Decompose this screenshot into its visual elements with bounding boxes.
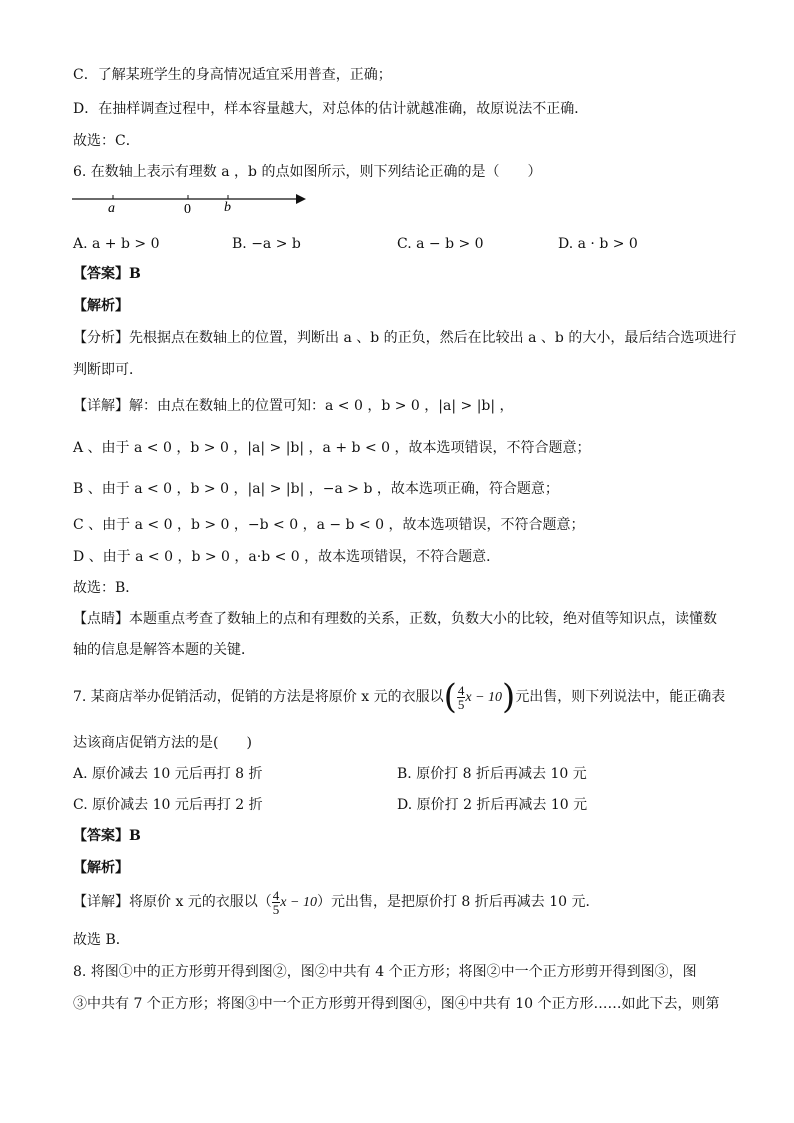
fenxi-line-2: 判断即可． — [73, 362, 143, 378]
fraction-2-rest: x − 10 — [280, 895, 317, 910]
analysis-7: 【解析】 — [73, 860, 129, 876]
option-d-previous: D．在抽样调查过程中，样本容量越大，对总体的估计就越准确，故原说法不正确． — [73, 101, 589, 117]
q7-text-pre: 7. 某商店举办促销活动，促销的方法是将原价 x 元的衣服以 — [73, 689, 444, 705]
q6-option-c: C. a − b > 0 — [397, 236, 484, 252]
fraction: $\frac{4}{5}$ — [457, 682, 465, 712]
fraction-2: $\frac{4}{5}$ — [272, 887, 280, 917]
explain-c: C 、由于 a < 0 ，b > 0 ，−b < 0 ，a − b < 0 ，故本选项错误，不符合题意； — [73, 517, 585, 533]
fraction-rest: x − 10 — [465, 690, 503, 705]
fenxi-line-1: 【分析】先根据点在数轴上的位置，判断出 a 、b 的正负，然后在比较出 a 、b 的大小，最后结合选项进行 — [73, 330, 737, 346]
q6-option-d: D. a · b > 0 — [558, 236, 638, 252]
number-line — [70, 188, 310, 216]
choose-b-6: 故选：B． — [73, 580, 140, 596]
number-line-label-zero: 0 — [184, 202, 191, 216]
xiangjie-7 — [73, 885, 600, 919]
q7-option-b: B. 原价打 8 折后再减去 10 元 — [397, 766, 587, 782]
question-8-line-1: 8. 将图①中的正方形剪开得到图②，图②中共有 4 个正方形；将图②中一个正方形剪开得到图③，图 — [73, 964, 697, 980]
choose-b-7: 故选 B． — [73, 932, 130, 948]
explain-d: D 、由于 a < 0 ，b > 0 ，a·b < 0 ，故本选项错误，不符合题意． — [73, 549, 501, 565]
question-7-line-1: 7. 某商店举办促销活动，促销的方法是将原价 x 元的衣服以( $\frac{4}{5}$ x − 10)元出售，则下列说法中，能正确表 — [73, 677, 726, 717]
explain-a: A 、由于 a < 0 ，b > 0 ，|a| > |b| ，a + b < 0 ，故本选项错误，不符合题意； — [73, 440, 591, 456]
option-c-previous: C．了解某班学生的身高情况适宜采用普查，正确； — [73, 67, 392, 83]
number-line-label-b: b — [224, 200, 231, 215]
explain-b: B 、由于 a < 0 ，b > 0 ，|a| > |b| ，−a > b ，故本选项正确，符合题意； — [73, 481, 559, 497]
arrow-right-icon — [296, 194, 306, 204]
choose-c: 故选：C． — [73, 133, 140, 149]
xiangjie7-post: ）元出售，是把原价打 8 折后再减去 10 元． — [316, 894, 600, 910]
q6-option-b: B. −a > b — [232, 236, 301, 252]
dianjing-line-1: 【点睛】本题重点考查了数轴上的点和有理数的关系，正数，负数大小的比较，绝对值等知识点，读懂数 — [73, 611, 717, 627]
question-6: 6. 在数轴上表示有理数 a ，b 的点如图所示，则下列结论正确的是（ ） — [73, 164, 542, 180]
q7-option-d: D. 原价打 2 折后再减去 10 元 — [397, 797, 588, 813]
answer-7: 【答案】B — [73, 828, 141, 844]
answer-6: 【答案】B — [73, 266, 141, 282]
dianjing-line-2: 轴的信息是解答本题的关键． — [73, 642, 255, 658]
question-7-line-2: 达该商店促销方法的是( ) — [73, 735, 252, 751]
xiangjie-6: 【详解】解：由点在数轴上的位置可知：a < 0 ，b > 0 ，|a| > |b| ， — [73, 398, 514, 414]
q7-text-post: 元出售，则下列说法中，能正确表 — [515, 689, 726, 705]
question-8-line-2: ③中共有 7 个正方形；将图③中一个正方形剪开得到图④，图④中共有 10 个正方形……如此下去，则第 — [73, 996, 720, 1012]
number-line-label-a: a — [108, 201, 115, 216]
analysis-6: 【解析】 — [73, 298, 129, 314]
q6-option-a: A. a + b > 0 — [73, 236, 160, 252]
q7-option-c: C. 原价减去 10 元后再打 2 折 — [73, 797, 263, 813]
q7-option-a: A. 原价减去 10 元后再打 8 折 — [73, 766, 263, 782]
xiangjie7-pre: 【详解】将原价 x 元的衣服以（ — [73, 894, 272, 910]
